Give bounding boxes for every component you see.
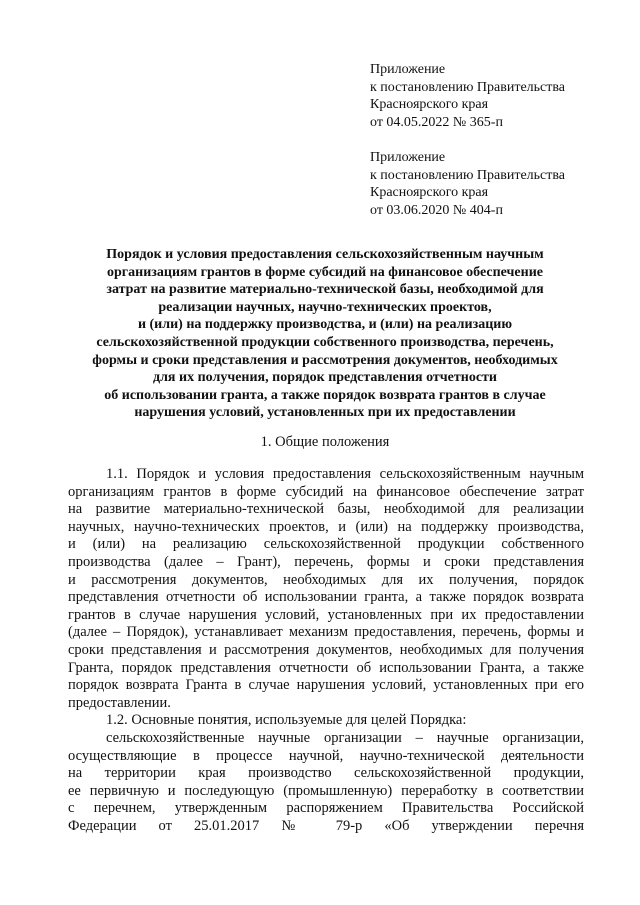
paragraph-line: 1.1. Порядок и условия предоставления сельскохозяйственным научным <box>106 466 584 482</box>
title-line: об использовании гранта, а также порядок возврата грантов в случае <box>104 387 546 403</box>
paragraph-line: с перечнем, утвержденным распоряжением Правительства Российской <box>68 800 584 817</box>
body-text <box>68 466 584 835</box>
appendix-line: Приложение <box>370 62 446 77</box>
appendix-line: от 04.05.2022 № 365-п <box>370 114 503 130</box>
paragraph-line: Федерации от 25.01.2017 № 79-р «Об утверждении перечня <box>68 817 584 834</box>
paragraph-line: организациям грантов в форме субсидий на финансовое обеспечение затрат <box>68 483 584 500</box>
paragraph-line: предоставлении. <box>68 694 171 711</box>
title-line: реализации научных, научно-технических проектов, <box>158 299 492 315</box>
paragraph-line: и (или) на реализацию сельскохозяйственной продукции собственного <box>68 536 584 553</box>
title-line: нарушения условий, установленных при их предоставлении <box>134 405 516 421</box>
paragraph-line: сельскохозяйственные научные организации – научные организации, <box>106 729 584 746</box>
appendix-line: от 03.06.2020 № 404-п <box>370 202 503 218</box>
appendix-line: к постановлению Правительства <box>370 79 566 95</box>
paragraph-line: на территории края производство сельскохозяйственной продукции, <box>68 765 584 782</box>
paragraph-line: представления отчетности об использовании гранта, а также порядок возврата <box>68 589 584 606</box>
paragraph-line: и рассмотрения документов, необходимых для их получения, порядок <box>68 571 584 588</box>
paragraph-line: 1.2. Основные понятия, используемые для целей Порядка: <box>106 712 467 729</box>
title-line: и (или) на поддержку производства, и (или) на реализацию <box>137 317 513 333</box>
paragraph-line: грантов в случае нарушения условий, установленных при их предоставлении <box>68 606 584 623</box>
paragraph-line: ее первичную и последующую (промышленную) переработку в соответствии <box>68 782 584 799</box>
paragraph-line: научных, научно-технических проектов, и (или) на поддержку производства, <box>68 518 584 535</box>
appendix-line: Красноярского края <box>370 97 489 112</box>
appendix-header-current <box>370 61 620 131</box>
title-line: Порядок и условия предоставления сельскохозяйственным научным <box>106 247 544 262</box>
title-line: для их получения, порядок представления отчетности <box>153 370 497 386</box>
paragraph-line: (далее – Порядок), устанавливает механизм предоставления, перечень, формы и <box>68 624 584 641</box>
section-heading: 1. Общие положения <box>260 434 390 450</box>
title-line: затрат на развитие материально-технической базы, необходимой для <box>106 282 544 298</box>
appendix-line: Приложение <box>370 150 446 165</box>
appendix-line: к постановлению Правительства <box>370 167 566 183</box>
paragraph-line: порядок возврата Гранта в случае нарушения условий, установленных при его <box>68 677 584 694</box>
title-line: сельскохозяйственной продукции собственного производства, перечень, <box>96 334 554 350</box>
appendix-line: Красноярского края <box>370 185 489 200</box>
paragraph-line: сроки представления и рассмотрения документов, необходимых для получения <box>68 641 584 658</box>
appendix-header-original <box>370 149 620 219</box>
title-line: организациям грантов в форме субсидий на финансовое обеспечение <box>107 264 543 280</box>
paragraph-line: осуществляющие в процессе научной, научно-технической деятельности <box>68 747 584 764</box>
paragraph-line: на развитие материально-технической базы, необходимой для реализации <box>68 501 584 518</box>
title-line: формы и сроки представления и рассмотрения документов, необходимых <box>92 352 558 368</box>
document-title <box>60 246 590 422</box>
paragraph-line: Гранта, порядок представления отчетности об использовании Гранта, а также <box>68 659 584 676</box>
paragraph-line: производства (далее – Грант), перечень, формы и сроки представления <box>68 553 584 570</box>
